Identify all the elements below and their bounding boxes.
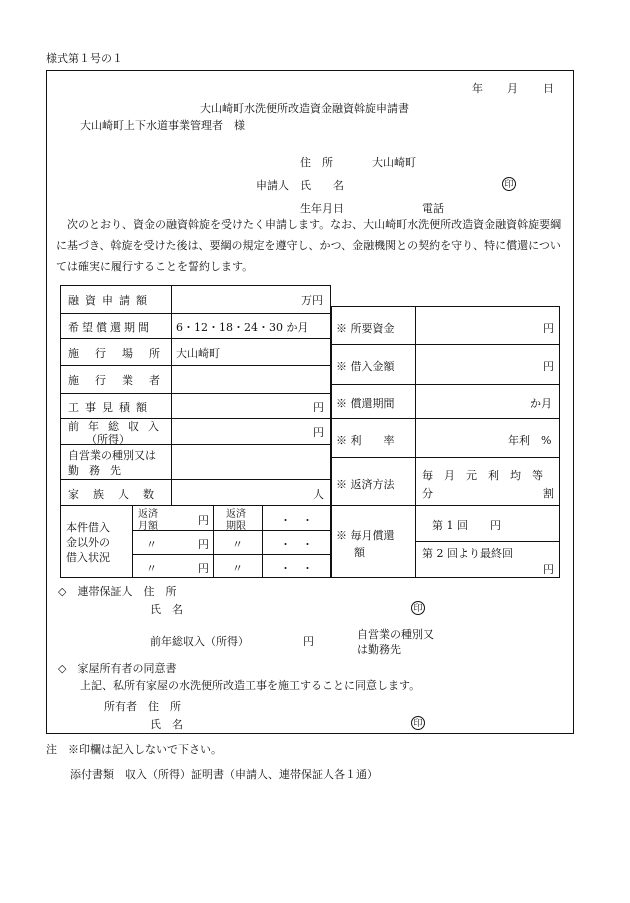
owner-address-label: 所有者 住 所 — [104, 700, 181, 713]
guarantor-income-unit: 円 — [303, 635, 314, 648]
guarantor-seal-icon: 印 — [411, 601, 425, 615]
row3-ditto: 〃 — [146, 562, 157, 575]
repay-period-label: 希望償還期間 — [68, 321, 152, 334]
deadline-label: 返済 — [226, 509, 246, 520]
applicant-name-label: 氏 名 — [300, 179, 344, 192]
owner-heading: ◇ 家屋所有者の同意書 — [58, 662, 177, 675]
guarantor-business-label: 自営業の種別又 — [357, 628, 434, 641]
row3-yen: 円 — [198, 562, 209, 575]
first-payment: 第 1 回 円 — [432, 519, 501, 532]
method-value: 毎 月 元 利 均 等 — [422, 469, 543, 482]
method-label: ※ 返済方法 — [336, 478, 395, 491]
row2-dots: ・ ・ — [280, 538, 313, 551]
borrow-amount-unit: 円 — [543, 360, 554, 373]
loan-amount-unit: 万円 — [301, 294, 323, 307]
monthly-repay-label-2: 月額 — [138, 521, 158, 532]
row1-dots: ・ ・ — [280, 514, 313, 527]
second-payment: 第 2 回より最終回 — [422, 547, 513, 560]
deadline-label-2: 期限 — [226, 521, 246, 532]
income-unit: 円 — [313, 426, 324, 439]
row1-yen: 円 — [198, 514, 209, 527]
owner-seal-icon: 印 — [411, 716, 425, 730]
intro-paragraph — [56, 214, 568, 277]
income-label: 前年総収入 — [68, 420, 168, 433]
guarantor-name-label: 氏 名 — [150, 603, 183, 616]
income-label-sub: （所得） — [86, 433, 130, 446]
applicant-phone-label: 電話 — [422, 202, 444, 215]
required-funds-unit: 円 — [543, 322, 554, 335]
date-day-label: 日 — [543, 82, 554, 95]
intro-text: 次のとおり、資金の融資斡旋を受けたく申請します。なお、大山崎町水洗便所改造資金融資斡旋要綱に基づき、斡旋を受けた後は、要綱の規定を遵守し、かつ、金融機関との契約を守り、特に償還については確実に履行することを誓約します。 — [56, 218, 562, 273]
site-label: 施行場所 — [68, 347, 176, 360]
borrow-amount-label: ※ 借入金額 — [336, 360, 395, 373]
page-title: 大山崎町水洗便所改造資金融資斡旋申請書 — [200, 102, 409, 115]
interest-value: 年利 % — [508, 434, 552, 447]
method-value-bunkatsu-left: 分 — [422, 487, 433, 500]
row3-dots: ・ ・ — [280, 562, 313, 575]
date-year-label: 年 — [472, 82, 483, 95]
date-month-label: 月 — [507, 82, 518, 95]
family-label: 家族人数 — [68, 488, 168, 501]
method-value-bunkatsu-right: 割 — [543, 487, 554, 500]
repay-period-value: 6・12・18・24・30 か月 — [176, 321, 309, 334]
contractor-label: 施行業者 — [68, 374, 176, 387]
row2-yen: 円 — [198, 538, 209, 551]
other-loans-label-3: 借入状況 — [66, 551, 110, 564]
attachments-note: 添付書類 収入（所得）証明書（申請人、連帯保証人各１通） — [70, 768, 378, 781]
applicant-seal-icon: 印 — [502, 177, 516, 191]
business-label: 自営業の種別又は — [68, 449, 156, 462]
monthly-payment-label-2: 額 — [354, 546, 365, 559]
monthly-payment-label: ※ 毎月償還 — [336, 529, 395, 542]
guarantor-income-label: 前年総収入（所得） — [150, 635, 249, 648]
monthly-repay-label: 返済 — [138, 509, 158, 520]
owner-statement: 上記、私所有家屋の水洗便所改造工事を施工することに同意します。 — [80, 679, 421, 692]
row2-deadline-ditto: 〃 — [232, 538, 243, 551]
site-value: 大山崎町 — [176, 347, 220, 360]
applicant-role-label: 申請人 — [256, 179, 289, 192]
interest-label: ※ 利 率 — [336, 434, 395, 447]
second-payment-unit: 円 — [543, 563, 554, 576]
addressee: 大山崎町上下水道事業管理者 様 — [80, 119, 245, 132]
family-unit: 人 — [313, 488, 324, 501]
estimate-label: 工事見積額 — [68, 401, 153, 414]
other-loans-label-2: 金以外の — [66, 536, 110, 549]
repay-term-unit: か月 — [530, 397, 552, 410]
row3-deadline-ditto: 〃 — [232, 562, 243, 575]
note: 注 ※印欄は記入しないで下さい。 — [46, 743, 222, 756]
business-label-sub: 勤務先 — [68, 464, 131, 477]
guarantor-business-label-2: は勤務先 — [357, 643, 401, 656]
other-loans-label: 本件借入 — [66, 521, 110, 534]
applicant-address-value: 大山崎町 — [372, 156, 416, 169]
loan-amount-label: 融資申請額 — [68, 294, 153, 307]
form-id: 様式第１号の１ — [46, 52, 123, 65]
row2-ditto: 〃 — [146, 538, 157, 551]
repay-term-label: ※ 償還期間 — [336, 397, 395, 410]
estimate-unit: 円 — [313, 401, 324, 414]
applicant-address-label: 住 所 — [300, 156, 333, 169]
guarantor-heading: ◇ 連帯保証人 住 所 — [58, 585, 177, 598]
required-funds-label: ※ 所要資金 — [336, 322, 395, 335]
applicant-birth-label: 生年月日 — [300, 202, 344, 215]
owner-name-label: 氏 名 — [150, 718, 183, 731]
